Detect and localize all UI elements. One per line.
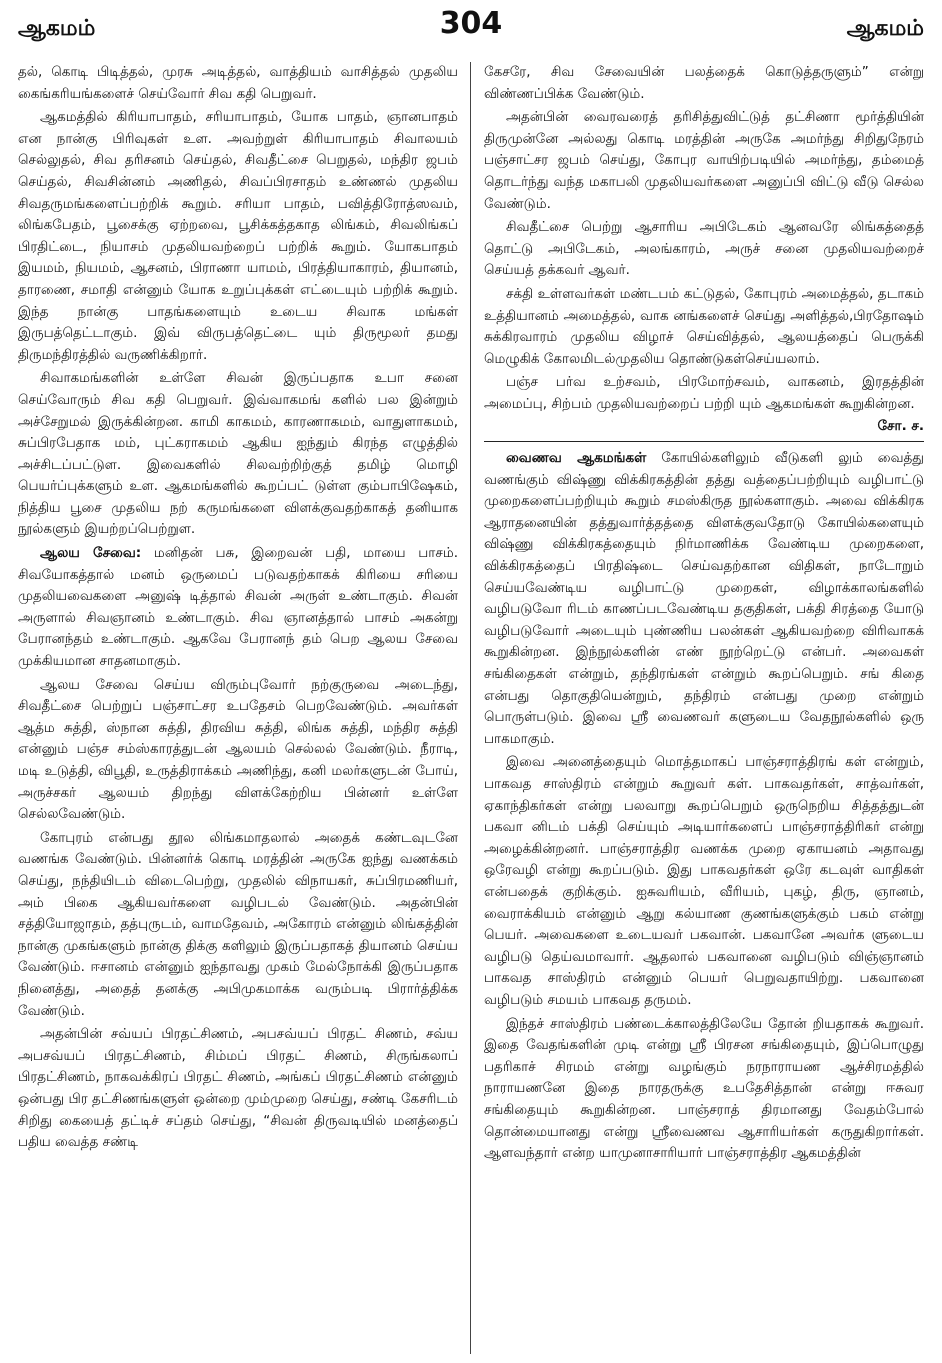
right-column: [484, 62, 924, 1354]
column-divider: [470, 62, 471, 1354]
left-running-head: ஆகமம்: [18, 16, 96, 41]
author-initials: சோ. ச.: [877, 417, 924, 434]
paragraph: கோபுரம் என்பது தூல லிங்கமாதலால் அதைக் கண்டவுடனே வணங்க வேண்டும். பின்னர்க் கொடி மரத்தின் அருகே ஐந்து வணக்கம் செய்து, நந்தியிடம் விடைபெற்று, முதலில் விநாயகர், சுப்பிரமணியர், அம் பிகை ஆகியவர்களை வழிபடல் வேண்டும். அதன்பின் சத்தியோஜாதம், தத்புருடம், வாமதேவம், அகோரம் என்னும் லிங்கத்தின் நான்கு முகங்களும் நான்கு திக்கு களிலும் இருப்பதாகத் தியானம் செய்ய வேண்டும். ஈசானம் என்னும் ஐந்தாவது முகம் மேல்நோக்கி இருப்பதாக நினைத்து, அதைத் தனக்கு அபிமுகமாக்க வரும்படி பிரார்த்திக்க வேண்டும்.: [18, 829, 458, 1019]
entry-heading: வைணவ ஆகமங்கள்: [506, 450, 647, 467]
paragraph: ஆலய சேவை செய்ய விரும்புவோர் நற்குருவை அடைந்து, சிவதீட்சை பெற்றுப் பஞ்சாட்சர உபதேசம் பெறவேண்டும். அவர்கள் ஆத்ம சுத்தி, ஸ்நான சுத்தி, திரவிய சுத்தி, லிங்க சுத்தி, மந்திர சுத்தி என்னும் பஞ்ச சம்ஸ்காரத்துடன் ஆலயம் செல்லல் வேண்டும். நீராடி, மடி உடுத்தி, விபூதி, உருத்திராக்கம் அணிந்து, கனி மலர்களுடன் போய், அருச்சகர் ஆலயம் திறந்து விளக்கேற்றிய பின்னர் உள்ளே செல்லவேண்டும்.: [18, 676, 458, 823]
paragraph: சிவதீட்சை பெற்று ஆசாரிய அபிடேகம் ஆனவரே லிங்கத்தைத் தொட்டு அபிடேகம், அலங்காரம், அருச் சனை முதலியவற்றைச் செய்யத் தக்கவர் ஆவர்.: [484, 219, 924, 279]
entry-separator: [484, 441, 924, 442]
paragraph-text: மனிதன் பசு, இறைவன் பதி, மாயை பாசம். சிவயோகத்தால் மனம் ஒருமைப் படுவதற்காகக் கிரியை சரியை முதலியவைகளை அனுஷ் டித்தால் சிவன் அருள் உண்டாகும். சிவன் அருளால் சிவஞானம் உண்டாகும். சிவ ஞானத்தால் பாசம் அகன்று பேரானந்தம் உண்டாகும். ஆகவே பேரானந் தம் பெற ஆலய சேவை முக்கியமான சாதனமாகும்.: [18, 545, 458, 670]
paragraph-vainava-agamangal: [484, 448, 924, 750]
paragraph-with-signature: [484, 372, 924, 437]
paragraph: சக்தி உள்ளவர்கள் மண்டபம் கட்டுதல், கோபுரம் அமைத்தல், தடாகம் உத்தியானம் அமைத்தல், வாக னங்களைச் செய்து அளித்தல்,பிரதோஷம் சுக்கிரவாரம் முதலிய விழாச் செய்வித்தல், ஆலயத்தைப் பெருக்கி மெழுகிக் கோலமிடல்முதலிய தொண்டுகள்செய்யலாம்.: [484, 285, 924, 367]
paragraph: இவை அனைத்தையும் மொத்தமாகப் பாஞ்சராத்திரங் கள் என்றும், பாகவத சாஸ்திரம் என்றும் கூறுவர் கள். பாகவதர்கள், சாத்வர்கள், ஏகாந்திகர்கள் என்று பலவாறு கூறப்பெறும் ஒருநெறிய சித்தத்துடன் பகவா னிடம் பக்தி செய்யும் அடியார்களைப் பாஞ்சராத்திரிகர் என்று அழைக்கின்றனர். பாஞ்சராத்திர வணக்க முறை ஏகாயனம் அதாவது ஒரேவழி என்று கூறப்படும். இது பாகவதர்கள் ஒரே கடவுள் வாதிகள் என்பதைக் குறிக்கும். ஐசுவரியம், வீரியம், புகழ், திரு, ஞானம், வைராக்கியம் என்னும் ஆறு கல்யாண குணங்களுக்கும் பகம் என்று பெயர். அவைகளை உடையவர் பகவான். பகவானே அவர்க ளுடைய வழிபடு தெய்வமாவார். ஆதலால் பகவானை வழிபடும் விஞ்ஞானம் பாகவத சாஸ்திரம் என்னும் பெயர் பெறுவதாயிற்று. பகவானை வழிபடும் சமயம் பாகவத தருமம்.: [484, 754, 924, 1008]
paragraph-text: கோயில்களிலும் வீடுகளி லும் வைத்து வணங்கும் விஷ்ணு விக்கிரகத்தின் தத்து வத்தைப்பற்றியும் வழிபாட்டு முறைகளைப்பற்றியும் கூறும் சமஸ்கிருத நூல்களாகும். அவை விக்கிரக ஆராதனையின் தத்துவார்த்தத்தை விளக்குவதோடு கோயில்களையும் விஷ்ணு விக்கிரகத்தையும் நிர்மாணிக்க வேண்டிய முறைகளை, விக்கிரகத்தைப் பிரதிஷ்டை செய்வதற்கான விதிகள், நாடோறும் செய்யவேண்டிய வழிபாட்டு முறைகள், விழாக்காலங்களில் வழிபடுவோ ரிடம் காணப்படவேண்டிய தகுதிகள், பக்தி சிரத்தை யோடு வழிபடுவோர் அடையும் புண்ணிய பலன்கள் ஆகியவற்றை விரிவாகக் கூறுகின்றன. இந்நூல்களின் எண் நூற்றெட்டு என்பர். அவைகள் சங்கிதைகள் என்றும், தந்திரங்கள் என்றும் கூறப்பெறும். சங் கிதை என்பது தொகுதியென்றும், தந்திரம் என்பது முறை என்றும் பொருள்படும். இவை ஸ்ரீ வைணவர் களுடைய வேதநூல்களில் ஒரு பாகமாகும்.: [484, 450, 924, 747]
paragraph: சிவாகமங்களின் உள்ளே சிவன் இருப்பதாக உபா சனை செய்வோரும் சிவ கதி பெறுவர். இவ்வாகமங் களில் பல இன்றும் அச்சேறுமல் இருக்கின்றன. காமி காகமம், காரணாகமம், வாதுளாகமம், சுப்பிரபேதாக மம், புட்கராகமம் ஆகிய ஐந்தும் கிரந்த எழுத்தில் அச்சிடப்பட்டுள. இவைகளில் சிலவற்றிற்குத் தமிழ் மொழி பெயர்ப்புக்களும் உள. ஆகமங்களில் கூறப்பட் டுள்ள கும்பாபிஷேகம், நித்திய பூசை முதலிய நற் கருமங்களை விளக்குவதற்காகத் தனியாக நூல்களும் இயற்றப்பெற்றுள.: [18, 370, 458, 538]
paragraph: அதன்பின் வைரவரைத் தரிசித்துவிட்டுத் தட்சிணா மூர்த்தியின் திருமுன்னே அல்லது கொடி மரத்தின் அருகே அமர்ந்து சிறிதுநேரம் பஞ்சாட்சர ஜபம் செய்து, கோபுர வாயிற்படியில் அமர்ந்து, தம்மைத் தொடர்ந்து வந்த மகாபலி முதலியவர்களை அனுப்பி விட்டு வீடு செல்ல வேண்டும்.: [484, 109, 924, 212]
paragraph-alaya-sevai: [18, 543, 458, 673]
page-header: [18, 6, 924, 50]
paragraph: ஆகமத்தில் கிரியாபாதம், சரியாபாதம், யோக பாதம், ஞானபாதம் என நான்கு பிரிவுகள் உள. அவற்றுள் கிரியாபாதம் சிவாலயம் செல்லுதல், சிவ தரிசனம் செய்தல், சிவதீட்சை பெறுதல், மந்திர ஜபம் செய்தல், சிவசின்னம் அணிதல், சிவப்பிரசாதம் உண்ணல் முதலிய சிவதருமங்களைப்பற்றிக் கூறும். சரியா பாதம், பவித்திரோத்ஸவம், லிங்கபேதம், பூசைக்கு ஏற்றவை, பூசிக்கத்தகாத லிங்கம், சிவலிங்கப் பிரதிட்டை, நியாசம் முதலியவற்றைப் பற்றிக் கூறும். யோகபாதம் இயமம், நியமம், ஆசனம், பிராணா யாமம், பிரத்தியாகாரம், தியானம், தாரணை, சமாதி என்னும் யோக உறுப்புக்கள் எட்டையும் பற்றிக் கூறும். இந்த நான்கு பாதங்களையும் உடைய சிவாக மங்கள் இருபத்தெட்டாகும். இவ் விருபத்தெட்டை யும் திருமூலர் தமது திருமந்திரத்தில் வருணிக்கிறார்.: [18, 109, 458, 363]
two-column-body: [18, 62, 924, 1354]
left-column: [18, 62, 458, 1354]
paragraph: தல், கொடி பிடித்தல், முரசு அடித்தல், வாத்தியம் வாசித்தல் முதலிய கைங்கரியங்களைச் செய்வோர் சிவ கதி பெறுவர்.: [18, 64, 458, 102]
right-running-head: ஆகமம்: [846, 16, 924, 41]
paragraph: கேசரே, சிவ சேவையின் பலத்தைக் கொடுத்தருளும்” என்று விண்ணப்பிக்க வேண்டும்.: [484, 64, 924, 102]
section-lead: ஆலய சேவை:: [40, 545, 142, 562]
paragraph-text: பஞ்ச பர்வ உற்சவம், பிரமோற்சவம், வாகனம், இரதத்தின் அமைப்பு, சிற்பம் முதலியவற்றைப் பற்றி யும் ஆகமங்கள் கூறுகின்றன.: [484, 374, 924, 412]
paragraph: இந்தச் சாஸ்திரம் பண்டைக்காலத்திலேயே தோன் றியதாகக் கூறுவர். இதை வேதங்களின் முடி என்று ஸ்ரீ பிரசன சங்கிதையும், இப்பொழுது பதரிகாச் சிரமம் என்று வழங்கும் நரநாராயண ஆச்சிரமத்தில் நாராயணனே இதை நாரதருக்கு உபதேசித்தான் என்று ஈசுவர சங்கிதையும் கூறுகின்றன. பாஞ்சராத் திரமானது வேதம்போல் தொன்மையானது என்று ஸ்ரீவைணவ ஆசாரியர்கள் கருதுகிறார்கள். ஆளவந்தார் என்ற யாமுனாசாரியார் பாஞ்சராத்திர ஆகமத்தின்: [484, 1015, 924, 1162]
paragraph: அதன்பின் சவ்யப் பிரதட்சிணம், அபசவ்யப் பிரதட் சிணம், சவ்ய அபசவ்யப் பிரதட்சிணம், சிம்மப் பிரதட் சிணம், சிருங்கலாப் பிரதட்சிணம், நாகவக்கிரப் பிரதட் சிணம், அங்கப் பிரதட்சிணம் என்னும் ஒன்பது பிர தட்சிணங்களுள் ஒன்றை மும்முறை செய்து, சண்டி கேசரிடம் சிறிது கையைத் தட்டிச் சப்தம் செய்து, “சிவன் திருவடியில் மனத்தைப் பதிய வைத்த சண்டி: [18, 1026, 458, 1151]
page-number: 304: [439, 6, 503, 41]
